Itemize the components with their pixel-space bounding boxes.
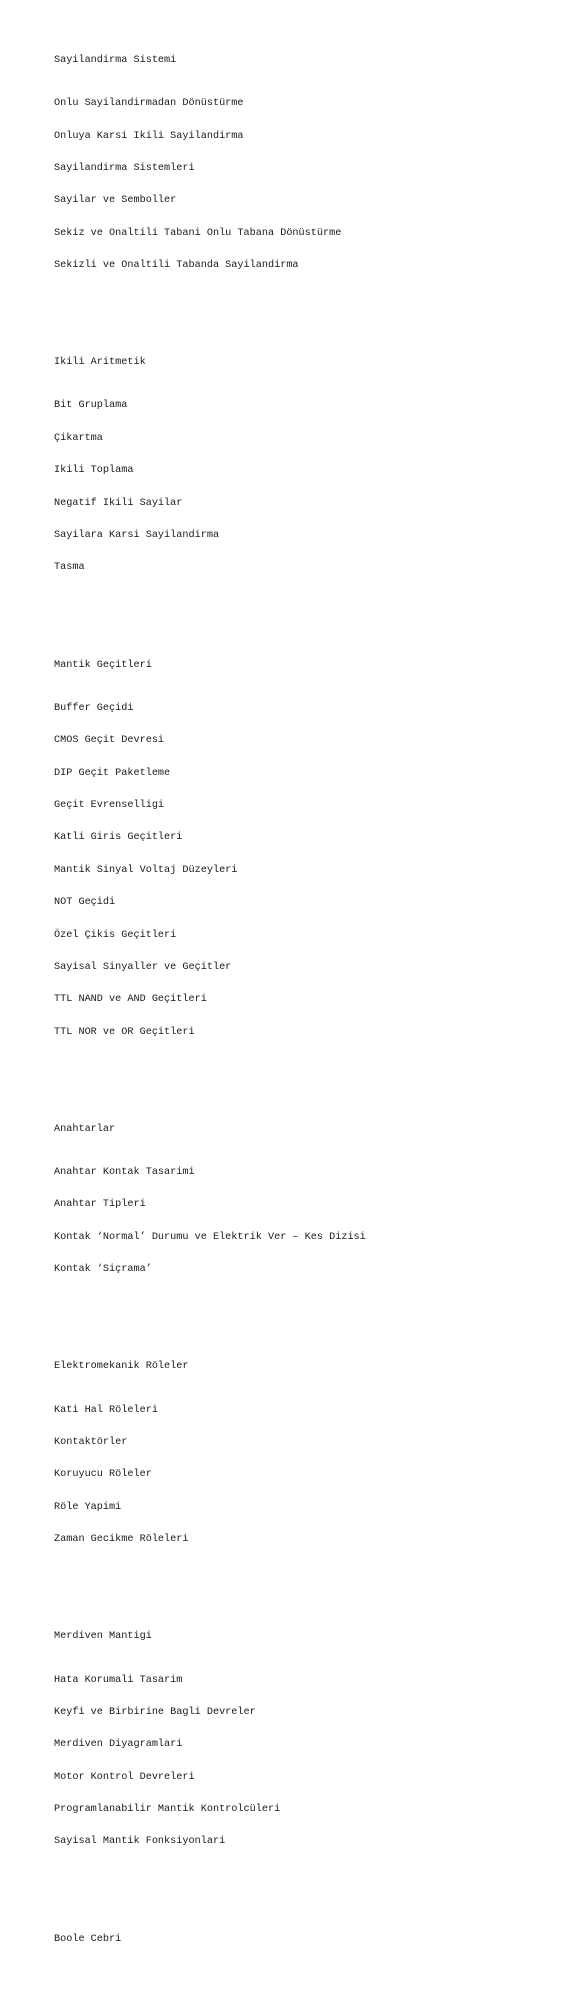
list-item: Zaman Gecikme Röleleri <box>54 1534 189 1546</box>
section-heading: Mantik Geçitleri <box>54 659 152 671</box>
section-heading: Anahtarlar <box>54 1123 116 1135</box>
list-item: Sayisal Sinyaller ve Geçitler <box>54 961 232 973</box>
section-heading: Ikili Aritmetik <box>54 357 146 369</box>
section-heading: Elektromekanik Röleler <box>54 1361 189 1373</box>
list-item: Kontak ‘Normal’ Durumu ve Elektrik Ver – Kes Dizisi <box>54 1231 366 1243</box>
list-item: Hata Korumali Tasarim <box>54 1674 183 1686</box>
section-boole-cebri <box>54 1913 565 1978</box>
section-mantik-gecitleri <box>54 639 565 1060</box>
list-item: TTL NOR ve OR Geçitleri <box>54 1026 195 1038</box>
section-heading: Boole Cebri <box>54 1933 122 1945</box>
list-item: Ikili Toplama <box>54 465 134 477</box>
list-item: Anahtar Kontak Tasarimi <box>54 1167 195 1179</box>
list-item: Çikartma <box>54 432 103 444</box>
list-item: Sayilar ve Semboller <box>54 195 177 207</box>
list-item: Merdiven Diyagramlari <box>54 1739 183 1751</box>
section-heading: Sayilandirma Sistemi <box>54 54 177 66</box>
list-item: Negatif Ikili Sayilar <box>54 497 183 509</box>
list-item: Programlanabilir Mantik Kontrolcüleri <box>54 1804 281 1816</box>
section-ikili-aritmetik <box>54 337 565 596</box>
list-item: Bit Gruplama <box>54 400 128 412</box>
list-item: CMOS Geçit Devresi <box>54 735 165 747</box>
list-item: Sekizli ve Onaltili Tabanda Sayilandirma <box>54 260 299 272</box>
section-elektromekanik-roleler <box>54 1341 565 1568</box>
list-item: NOT Geçidi <box>54 897 116 909</box>
list-item: Kontaktörler <box>54 1436 128 1448</box>
list-item: Onlu Sayilandirmadan Dönüstürme <box>54 98 244 110</box>
list-item: DIP Geçit Paketleme <box>54 767 171 779</box>
list-item: Kontak ‘Siçrama’ <box>54 1264 152 1276</box>
list-item: Özel Çikis Geçitleri <box>54 929 177 941</box>
list-item: Buffer Geçidi <box>54 702 134 714</box>
section-merdiven-mantigi <box>54 1611 565 1870</box>
section-sayilandirma-sistemi <box>54 34 565 293</box>
list-item: Sayisal Mantik Fonksiyonlari <box>54 1836 226 1848</box>
list-item: Kati Hal Röleleri <box>54 1404 158 1416</box>
list-item: Tasma <box>54 562 85 574</box>
list-item: Keyfi ve Birbirine Bagli Devreler <box>54 1706 256 1718</box>
list-item: Sekiz ve Onaltili Tabani Onlu Tabana Dönüstürme <box>54 227 342 239</box>
section-anahtarlar <box>54 1103 565 1297</box>
list-item: Onluya Karsi Ikili Sayilandirma <box>54 130 244 142</box>
list-item: Mantik Sinyal Voltaj Düzeyleri <box>54 864 238 876</box>
list-item: Motor Kontrol Devreleri <box>54 1771 195 1783</box>
list-item: Sayilara Karsi Sayilandirma <box>54 530 220 542</box>
list-item: Geçit Evrenselligi <box>54 799 165 811</box>
list-item: Katli Giris Geçitleri <box>54 832 183 844</box>
section-heading: Merdiven Mantigi <box>54 1631 152 1643</box>
list-item: Sayilandirma Sistemleri <box>54 162 195 174</box>
list-item: Röle Yapimi <box>54 1501 122 1513</box>
list-item: Koruyucu Röleler <box>54 1469 152 1481</box>
list-item: Anahtar Tipleri <box>54 1199 146 1211</box>
document-body <box>54 2 565 2010</box>
list-item: TTL NAND ve AND Geçitleri <box>54 994 207 1006</box>
